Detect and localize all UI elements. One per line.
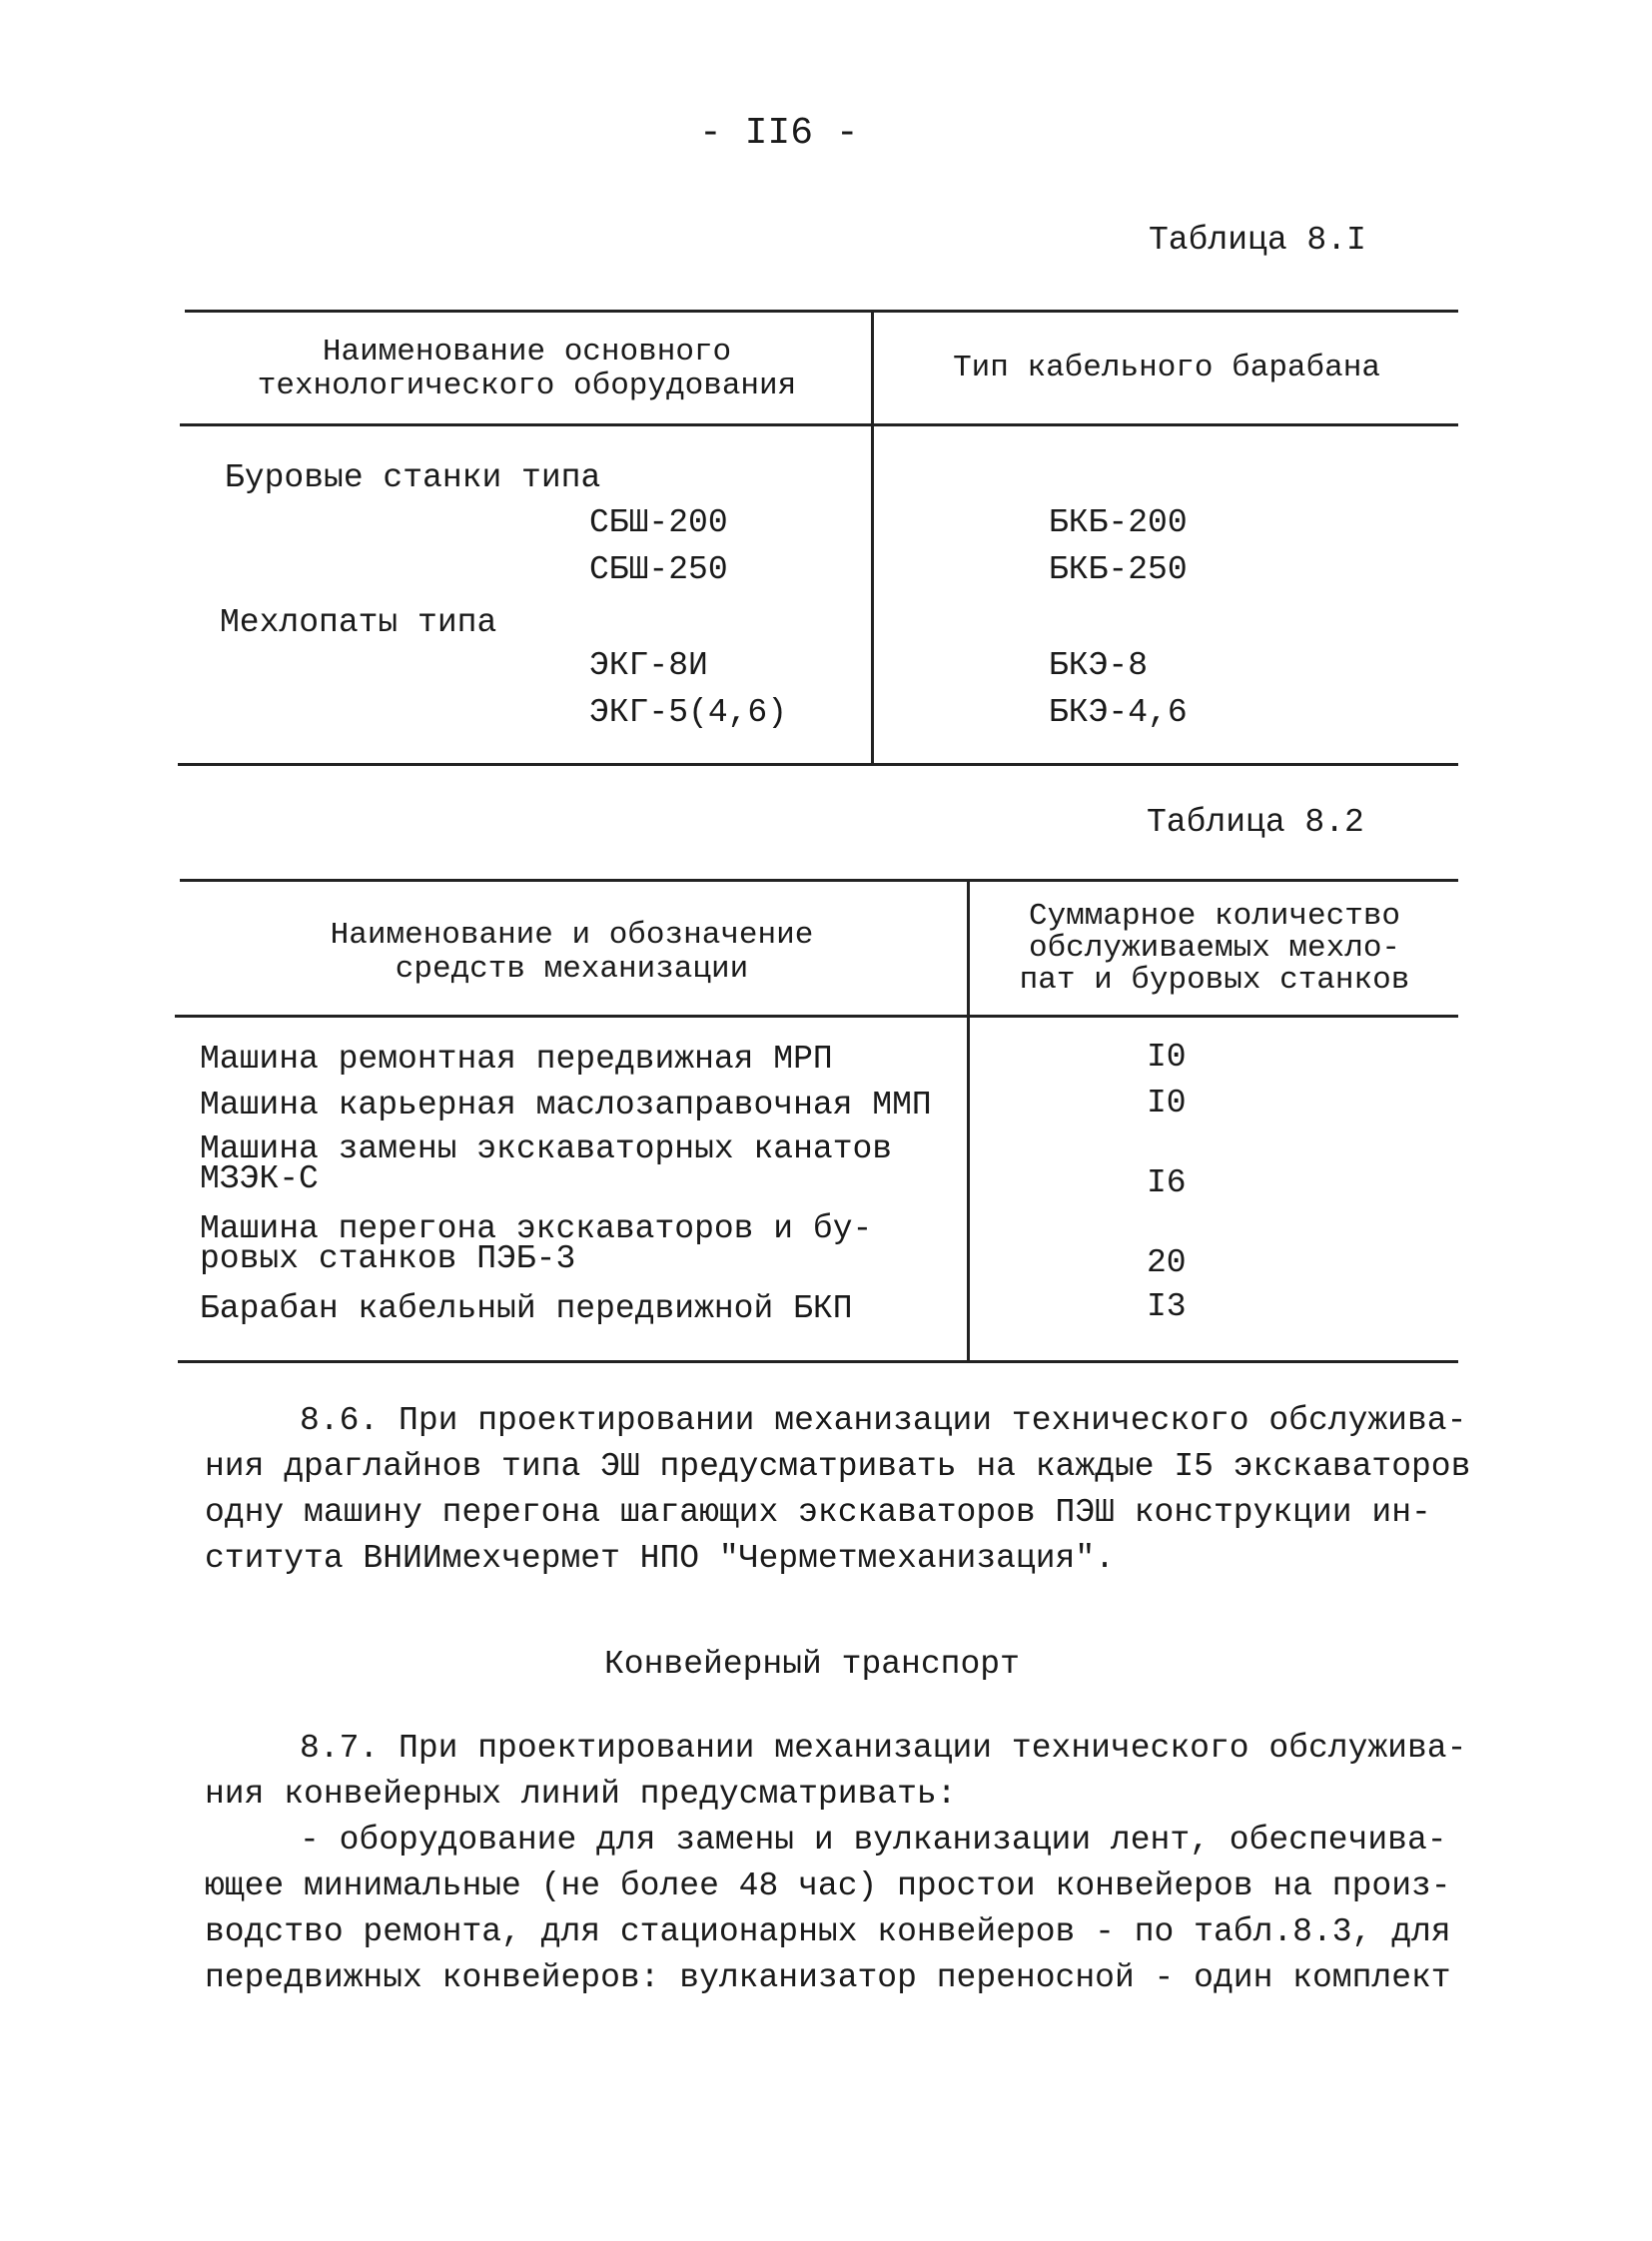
table2-row-name: Машина карьерная маслозаправочная ММП	[200, 1087, 932, 1123]
section-heading: Конвейерный транспорт	[604, 1646, 1020, 1683]
table2-bottom-rule	[178, 1360, 1458, 1363]
table2-row-name: Машина перегона экскаваторов и бу- ровых станков ПЭБ-3	[200, 1210, 873, 1277]
table1-row-name: ЭКГ-8И	[589, 647, 708, 684]
table1-row-name: СБШ-200	[589, 504, 728, 541]
table2-row-value: 20	[1147, 1244, 1187, 1281]
table1-column-divider	[871, 312, 874, 763]
table1-row-name: ЭКГ-5(4,6)	[589, 694, 788, 731]
page-number: - II6 -	[699, 112, 859, 155]
table2-header-col1: Наименование и обозначение средств механизации	[330, 918, 814, 987]
table1-header-rule	[180, 423, 1458, 426]
table2-row-value: I0	[1147, 1085, 1187, 1121]
table2-row-value: I0	[1147, 1039, 1187, 1076]
table1-row-value: БКБ-200	[1049, 504, 1188, 541]
table2-row-name: Машина ремонтная передвижная МРП	[200, 1041, 833, 1078]
table1-row-name: СБШ-250	[589, 551, 728, 588]
table1-header-col2: Тип кабельного барабана	[953, 351, 1380, 385]
table1-row-value: БКБ-250	[1049, 551, 1188, 588]
table2-header-col2: Суммарное количество обслуживаемых мехло- пат и буровых станков	[1019, 899, 1410, 998]
table2-column-divider	[967, 881, 970, 1360]
table2-row-value: I3	[1147, 1288, 1187, 1325]
paragraph-8-6: 8.6. При проектировании механизации технического обслужива- ния драглайнов типа ЭШ предусматривать на каждые I5 экскаваторов одну машину перегона шагающих экскаваторов ПЭШ конструкции ин- ститута ВНИИмехчермет НПО "Черметмеханизация".	[205, 1402, 1471, 1577]
table2-caption: Таблица 8.2	[1147, 804, 1364, 841]
table1-row-value: БКЭ-8	[1049, 647, 1149, 684]
table2-row-name: Машина замены экскаваторных канатов МЗЭК-С	[200, 1130, 893, 1197]
table1-group-shovels: Мехлопаты типа	[220, 604, 497, 641]
table2-header-rule	[175, 1015, 1458, 1018]
table1-bottom-rule	[178, 763, 1458, 766]
paragraph-8-7: 8.7. При проектировании механизации технического обслужива- ния конвейерных линий предусматривать: - оборудование для замены и вулканизации лент, обеспечива- ющее минимальные (не более 48 час) простои конвейеров на произ- водство ремонта, для стационарных конвейеров - по табл.8.3, для передвижных конвейеров: вулканизатор переносной - один комплект	[205, 1730, 1467, 1996]
table2-row-name: Барабан кабельный передвижной БКП	[200, 1290, 853, 1327]
table1-row-value: БКЭ-4,6	[1049, 694, 1188, 731]
table1-caption: Таблица 8.I	[1149, 222, 1366, 259]
table1-group-drilling: Буровые станки типа	[225, 459, 601, 496]
table2-row-value: I6	[1147, 1164, 1187, 1201]
table2-top-rule	[180, 879, 1458, 882]
table1-top-rule	[185, 310, 1458, 313]
table1-header-col1: Наименование основного технологического оборудования	[257, 335, 797, 403]
